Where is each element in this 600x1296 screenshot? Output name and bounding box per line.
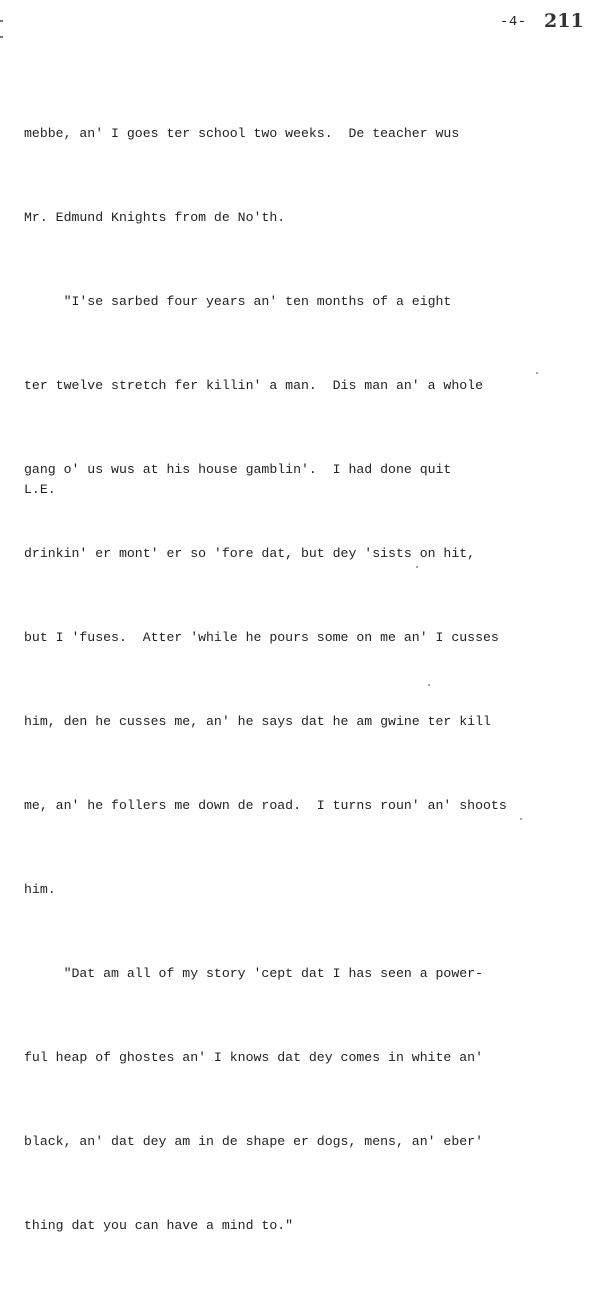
text-line: mebbe, an' I goes ter school two weeks. De teacher wus: [24, 126, 460, 141]
text-line: him, den he cusses me, an' he says dat he am gwine ter kill: [24, 714, 491, 729]
text-line: "Dat am all of my story 'cept dat I has seen a power-: [24, 966, 483, 981]
scan-speck: [536, 372, 538, 374]
text-line: "I'se sarbed four years an' ten months of a eight: [24, 294, 452, 309]
text-line: me, an' he follers me down de road. I turns roun' an' shoots: [24, 798, 507, 813]
text-line: ful heap of ghostes an' I knows dat dey comes in white an': [24, 1050, 483, 1065]
stamped-page-number: 211: [544, 10, 584, 32]
text-line: black, an' dat dey am in de shape er dogs, mens, an' eber': [24, 1134, 483, 1149]
scan-speck: [416, 566, 418, 568]
text-line: thing dat you can have a mind to.": [24, 1218, 294, 1233]
scan-speck: [428, 684, 430, 686]
text-line: gang o' us wus at his house gamblin'. I had done quit: [24, 462, 452, 477]
page-number: -4-: [500, 14, 527, 30]
text-line: drinkin' er mont' er so 'fore dat, but dey 'sists on hit,: [24, 546, 476, 561]
text-line: him.: [24, 882, 56, 897]
transcript-body: [24, 64, 584, 1296]
text-line: but I 'fuses. Atter 'while he pours some on me an' I cusses: [24, 630, 499, 645]
scan-edge-mark: [0, 20, 3, 22]
scan-speck: [520, 818, 522, 820]
page-header: [470, 10, 590, 40]
text-line: Mr. Edmund Knights from de No'th.: [24, 210, 286, 225]
author-initials: L.E.: [24, 482, 56, 497]
text-line: ter twelve stretch fer killin' a man. Dis man an' a whole: [24, 378, 483, 393]
scan-edge-mark: [0, 36, 3, 38]
